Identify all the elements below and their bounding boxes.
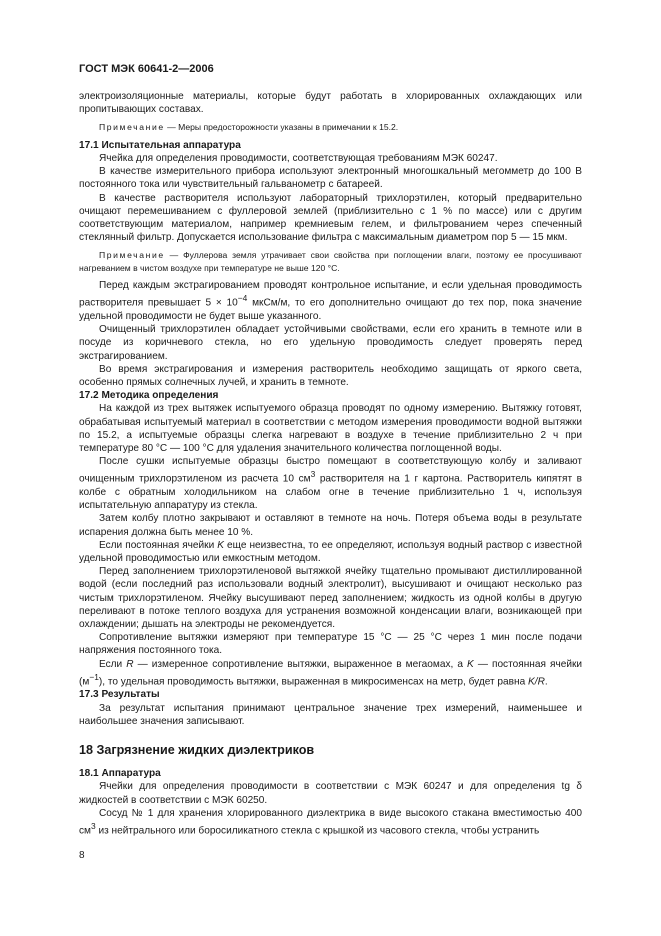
text-run: Если [99, 658, 127, 670]
text-run: растворителя на 1 г картона. Растворитель кипятят в колбе с обратным холодильником на слабом огне в течение приблизительно 1 ч, используя испытательную аппаратуру из стекла. [79, 473, 582, 512]
superscript: 3 [310, 469, 316, 480]
paragraph [79, 539, 582, 565]
text-run: ), то удельная проводимость вытяжки, выраженная в микросименсах на метр, будет равна [98, 676, 529, 688]
paragraph: Очищенный трихлорэтилен обладает устойчивыми свойствами, если его хранить в темноте или в посуде из коричневого стекла, но его удельную проводимость следует проверять перед экстрагированием. [79, 324, 582, 362]
text-run: еще неизвестна, то ее определяют, используя водный раствор с известной удельной проводимостью или емкостным методом. [79, 539, 582, 565]
note-text: — Меры предосторожности указаны в примечании к 15.2. [164, 122, 399, 133]
note-text: — Фуллерова земля утрачивает свои свойства при поглощении влаги, поэтому ее просушивают нагреванием в чистом воздухе при температуре не выше 120 °С. [79, 250, 582, 273]
paragraph: В качестве растворителя используют лабораторный трихлорэтилен, который предварительно очищают перемешиванием с фуллеровой землей (приблизительно с 1 % по массе) или с другим соответствующим материалом, например кремниевым гелем, и фильтрованием через спеченный стеклянный фильтр. Допускается использование фильтра с максимальным диаметром пор 5 — 15 мкм. [79, 192, 582, 244]
text-run: Сосуд № 1 для хранения хлорированного диэлектрика в виде высокого стакана вместимостью 400 см [79, 807, 582, 837]
note-label: Примечание [99, 250, 165, 261]
paragraph [79, 279, 582, 323]
superscript: 3 [91, 821, 96, 832]
paragraph: Во время экстрагирования и измерения растворитель необходимо защищать от яркого света, особенно прямых солнечных лучей, и хранить в темноте. [79, 363, 582, 389]
superscript: −1 [89, 671, 99, 682]
text-run: Перед каждым экстрагированием проводят контрольное испытание, и если удельная проводимость растворителя превышает 5 × 10 [79, 280, 582, 309]
paragraph: За результат испытания принимают центральное значение трех измерений, наименьшее и наибольшее значения записывают. [79, 702, 582, 727]
text-run: из нейтрального или боросиликатного стекла с крышкой из часового стекла, чтобы устранить [95, 825, 540, 837]
section-heading-18: 18 Загрязнение жидких диэлектриков [79, 743, 315, 758]
note-label: Примечание [99, 122, 165, 133]
delta-symbol: δ [576, 781, 582, 793]
document-body [79, 90, 582, 838]
paragraph: Затем колбу плотно закрывают и оставляют в темноте на ночь. Потеря объема воды в результате испарения должна быть менее 10 %. [79, 513, 582, 538]
paragraph: Перед заполнением трихлорэтиленовой вытяжкой ячейку тщательно промывают дистиллированной водой (если последний раз использовали водный электролит), высушивают и очищают несколько раз чистым трихлорэтиленом. Ячейку высушивают перед заполнением; жидкость из одной колбы в другую переливают в потоке теплого воздуха для устранения возможной конденсации влаги, возникающей при охлаждении; дышать на электроды не рекомендуется. [79, 566, 582, 631]
paragraph: В качестве измерительного прибора используют электронный многошкальный мегомметр до 100 В постоянного тока или чувствительный гальванометр с батареей. [79, 166, 582, 191]
paragraph [79, 455, 582, 512]
text-run: — постоянная ячейки (м [79, 658, 583, 688]
variable-r: R [126, 658, 134, 670]
section-heading-18-1: 18.1 Аппаратура [79, 768, 161, 780]
variable-k: K [217, 539, 224, 551]
paragraph [79, 807, 582, 838]
document-header: ГОСТ МЭК 60641-2—2006 [79, 63, 214, 75]
note-2 [79, 249, 582, 274]
paragraph: Сопротивление вытяжки измеряют при температуре 15 °С — 25 °С через 1 мин после подачи напряжения постоянного тока. [79, 632, 582, 657]
superscript: −4 [237, 293, 248, 304]
note-1 [79, 121, 582, 133]
section-heading-17-3: 17.3 Результаты [79, 689, 160, 701]
section-heading-17-2: 17.2 Методика определения [79, 390, 219, 402]
paragraph: электроизоляционные материалы, которые будут работать в хлорированных охлаждающих или пропитывающих составах. [79, 91, 582, 116]
variable-k: K [467, 658, 474, 670]
paragraph: Ячейка для определения проводимости, соответствующая требованиям МЭК 60247. [99, 153, 498, 165]
text-run: Если постоянная ячейки [99, 539, 218, 551]
text-run: После сушки испытуемые образцы быстро помещают в соответствующую колбу и заливают очищенным трихлорэтиленом из расчета 10 см [79, 456, 582, 485]
text-run: мкСм/м, то его дополнительно очищают до тех пор, пока значение удельной проводимости не будет выше указанного. [79, 297, 583, 323]
paragraph [79, 658, 582, 689]
text-run: . [544, 676, 548, 688]
text-run: — измеренное сопротивление вытяжки, выраженное в мегаомах, а [133, 658, 468, 670]
text-run: Ячейки для определения проводимости в соответствии с МЭК 60247 и для определения tg [99, 781, 577, 793]
page-number: 8 [79, 850, 85, 861]
section-heading-17-1: 17.1 Испытательная аппаратура [79, 139, 241, 151]
paragraph [79, 780, 582, 806]
text-run: жидкостей в соответствии с МЭК 60250. [79, 794, 268, 806]
paragraph: На каждой из трех вытяжек испытуемого образца проводят по одному измерению. Вытяжку готовят, обрабатывая испытуемый материал в соответствии с методом измерения проводимости водной вытяжки по 15.2, а испытуемые образцы слегка нагревают в воздухе в течение приблизительно 2 ч при температуре 80 °С — 100 °С для удаления значительного количества поглощенной воды. [79, 403, 582, 455]
formula-k-over-r: K/R [528, 676, 545, 688]
